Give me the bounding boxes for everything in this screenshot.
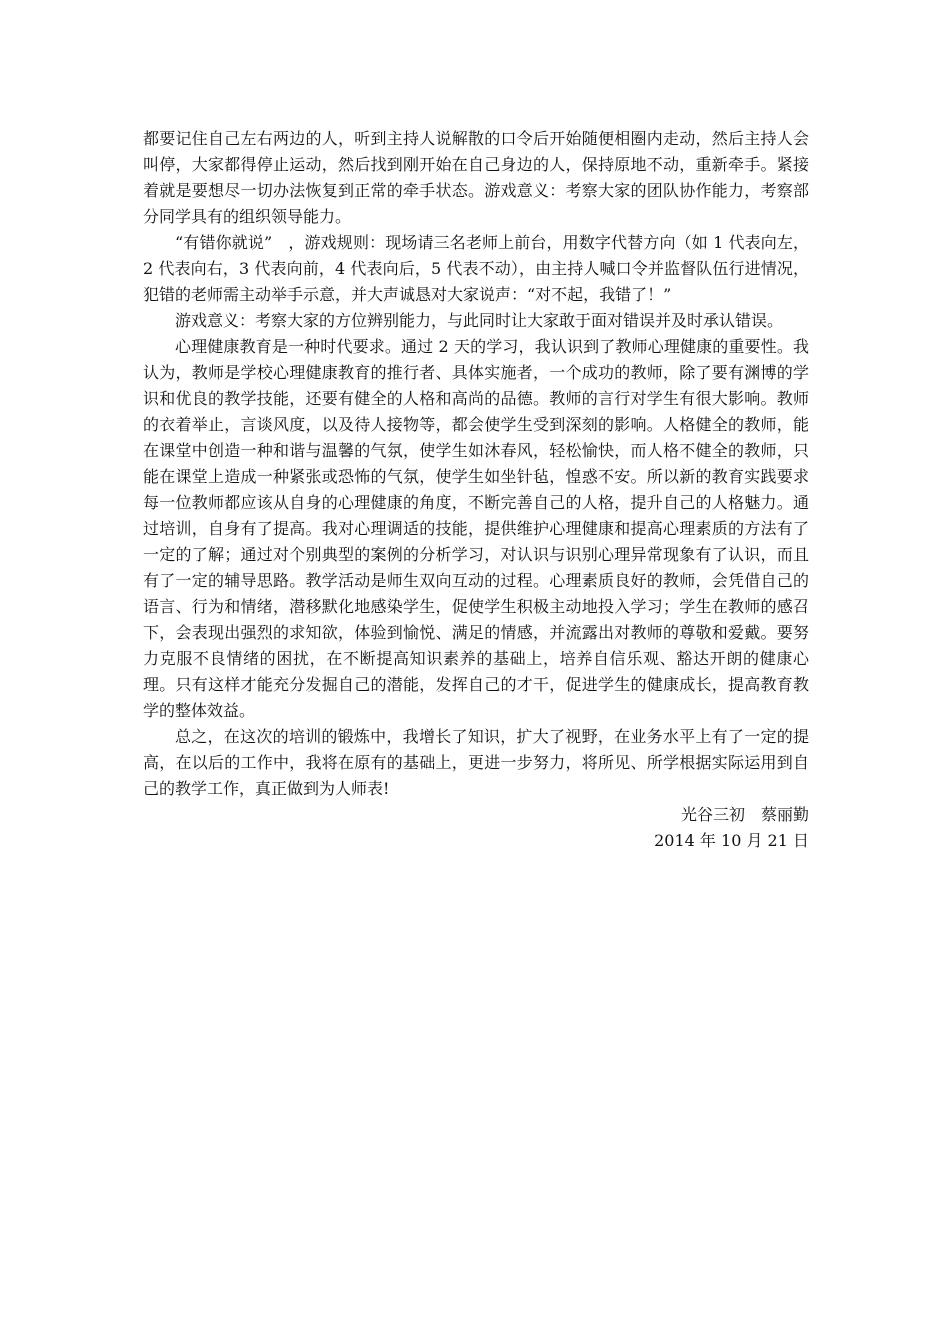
paragraph-game-rules: “有错你就说” ，游戏规则：现场请三名老师上前台，用数字代替方向（如 1 代表向左，2 代表向右，3 代表向前，4 代表向后，5 代表不动），由主持人喊口令并监督队伍行进情况，犯错的老师需主动举手示意，并大声诚恳对大家说声：“对不起，我错了！” (143, 233, 809, 304)
paragraph-game-continued: 都要记住自己左右两边的人，听到主持人说解散的口令后开始随便相圈内走动，然后主持人会叫停，大家都得停止运动，然后找到刚开始在自己身边的人，保持原地不动，重新牵手。紧接着就是要想尽一切办法恢复到正常的牵手状态。游戏意义：考察大家的团队协作能力，考察部分同学具有的组织领导能力。 (143, 129, 809, 226)
paragraph-conclusion: 总之，在这次的培训的锻炼中，我增长了知识，扩大了视野，在业务水平上有了一定的提高，在以后的工作中，我将在原有的基础上，更进一步努力，将所见、所学根据实际运用到自己的教学工作，真正做到为人师表! (143, 727, 809, 798)
signature-author: 光谷三初 蔡丽勤 (680, 805, 809, 824)
paragraph-mental-health: 心理健康教育是一种时代要求。通过 2 天的学习，我认识到了教师心理健康的重要性。我认为，教师是学校心理健康教育的推行者、具体实施者，一个成功的教师，除了要有渊博的学识和优良的教学技能，还要有健全的人格和高尚的品德。教师的言行对学生有很大影响。教师的衣着举止，言谈风度，以及待人接物等，都会使学生受到深刻的影响。人格健全的教师，能在课堂中创造一种和谐与温馨的气氛，使学生如沐春风，轻松愉快，而人格不健全的教师，只能在课堂上造成一种紧张或恐怖的气氛，使学生如坐针毡，惶惑不安。所以新的教育实践要求每一位教师都应该从自身的心理健康的角度，不断完善自己的人格，提升自己的人格魅力。通过培训，自身有了提高。我对心理调适的技能，提供维护心理健康和提高心理素质的方法有了一定的了解；通过对个别典型的案例的分析学习，对认识与识别心理异常现象有了认识，而且有了一定的辅导思路。教学活动是师生双向互动的过程。心理素质良好的教师，会凭借自己的语言、行为和情绪，潜移默化地感染学生，促使学生积极主动地投入学习；学生在教师的感召下，会表现出强烈的求知欲，体验到愉悦、满足的情感，并流露出对教师的尊敬和爱戴。要努力克服不良情绪的困扰，在不断提高知识素养的基础上，培养自信乐观、豁达开朗的健康心理。只有这样才能充分发掘自己的潜能，发挥自己的才干，促进学生的健康成长，提高教育教学的整体效益。 (143, 337, 809, 720)
document-page (143, 126, 809, 854)
signature-date: 2014 年 10 月 21 日 (654, 831, 809, 850)
paragraph-game-meaning: 游戏意义：考察大家的方位辨别能力，与此同时让大家敢于面对错误并及时承认错误。 (175, 311, 784, 330)
